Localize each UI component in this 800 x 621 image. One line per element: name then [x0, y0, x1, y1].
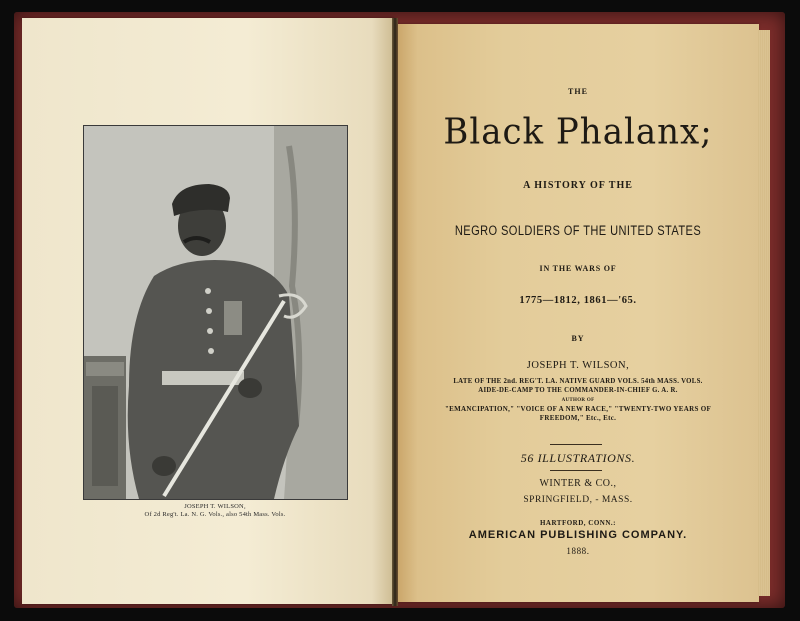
publisher-1-name: WINTER & CO.,: [539, 478, 617, 489]
portrait-caption-name: JOSEPH T. WILSON,: [184, 503, 246, 510]
by-label: BY: [571, 334, 585, 343]
author-credential-1: LATE OF THE 2nd. REG'T. LA. NATIVE GUARD VOLS. 54th MASS. VOLS.: [453, 378, 703, 385]
page-edges: [758, 30, 770, 596]
publisher-2-name: AMERICAN PUBLISHING COMPANY.: [468, 529, 688, 541]
divider-rule-bottom: [550, 470, 602, 471]
publisher-1-place: SPRINGFIELD, - MASS.: [523, 495, 633, 505]
book-gutter: [392, 18, 398, 606]
title-article: THE: [568, 87, 588, 96]
publisher-2-place: HARTFORD, CONN.:: [539, 519, 616, 527]
publication-year: 1888.: [566, 546, 590, 556]
portrait-caption-detail: Of 2d Reg't. La. N. G. Vols., also 54th Mass. Vols.: [144, 511, 286, 518]
soldier-portrait-image: [84, 126, 347, 499]
subtitle-line-2: NEGRO SOLDIERS OF THE UNITED STATES: [454, 223, 702, 238]
author-works-1: "EMANCIPATION," "VOICE OF A NEW RACE," "TWENTY-TWO YEARS OF: [444, 405, 712, 413]
author-of-label: AUTHOR OF: [561, 398, 595, 403]
war-years: 1775—1812, 1861—'65.: [519, 295, 637, 306]
author-works-2: FREEDOM," Etc., Etc.: [539, 414, 617, 422]
divider-rule-top: [550, 444, 602, 445]
book-title: Black Phalanx;: [443, 111, 713, 153]
illustrations-count: 56 ILLUSTRATIONS.: [520, 451, 636, 465]
author-name: JOSEPH T. WILSON,: [526, 360, 630, 371]
author-credential-2: AIDE-DE-CAMP TO THE COMMANDER-IN-CHIEF G. A. R.: [478, 387, 678, 394]
subtitle-line-3: IN THE WARS OF: [539, 264, 617, 273]
subtitle-line-1: A HISTORY OF THE: [523, 180, 633, 191]
portrait-plate: [83, 125, 348, 500]
